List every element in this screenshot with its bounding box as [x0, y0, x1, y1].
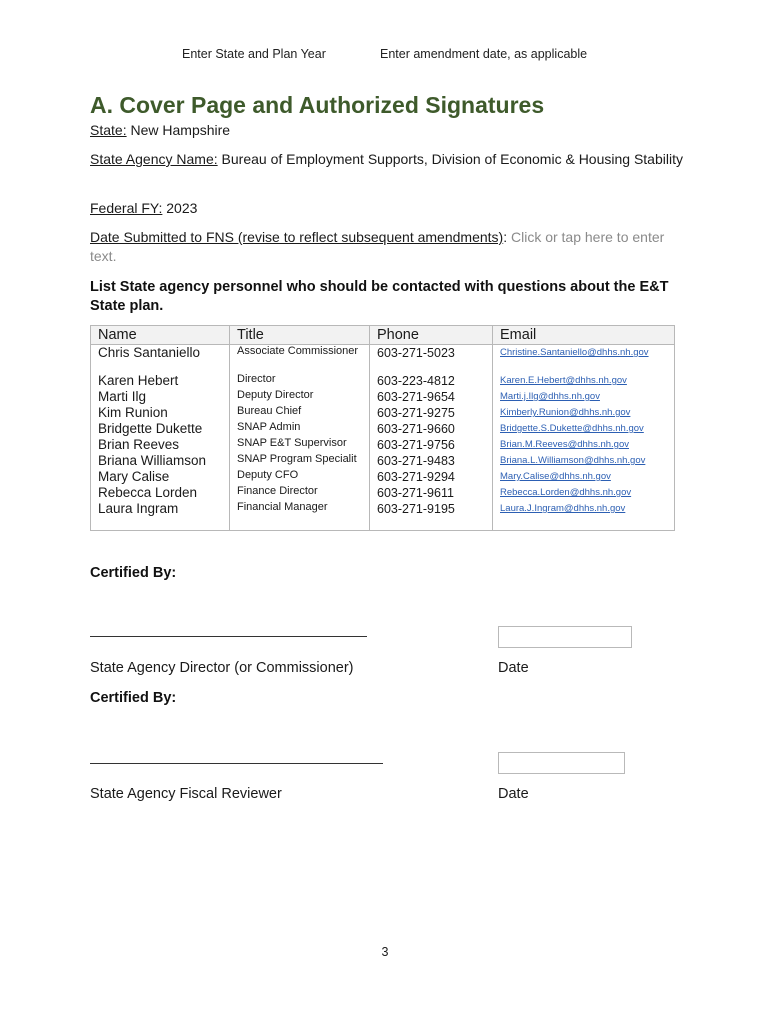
date-submitted-placeholder[interactable]: Click or tap here to enter text. — [90, 229, 665, 264]
date-input-fiscal-reviewer[interactable] — [498, 752, 625, 774]
signer-label-director: State Agency Director (or Commissioner) — [90, 660, 354, 676]
contact-title: Finance Director — [230, 485, 370, 501]
contact-title: SNAP Admin — [230, 421, 370, 437]
contact-phone: 603-271-9756 — [370, 437, 493, 453]
certified-by-heading-1: Certified By: — [90, 565, 177, 581]
state-label: State: — [90, 122, 127, 138]
date-label-director: Date — [498, 660, 529, 676]
state-field — [90, 121, 690, 140]
date-label-fiscal-reviewer: Date — [498, 786, 529, 802]
header-state-plan-year[interactable]: Enter State and Plan Year — [182, 47, 326, 61]
header-email: Email — [493, 326, 675, 345]
contact-title: SNAP E&T Supervisor — [230, 437, 370, 453]
contact-phone: 603-271-9294 — [370, 469, 493, 485]
contact-email-link[interactable]: Christine.Santaniello@dhhs.nh.gov — [493, 345, 675, 374]
contact-name: Briana Williamson — [91, 453, 230, 469]
contact-email-link[interactable]: Bridgette.S.Dukette@dhhs.nh.gov — [493, 421, 675, 437]
table-row — [91, 389, 675, 405]
contact-name: Mary Calise — [91, 469, 230, 485]
header-phone: Phone — [370, 326, 493, 345]
contact-title: Financial Manager — [230, 501, 370, 517]
contacts-heading: List State agency personnel who should be contacted with questions about the E&T State plan. — [90, 279, 669, 314]
contact-title: Associate Commissioner — [230, 345, 370, 374]
header-title: Title — [230, 326, 370, 345]
contacts-table — [90, 325, 675, 531]
header-name: Name — [91, 326, 230, 345]
contact-phone: 603-223-4812 — [370, 373, 493, 389]
table-spacer-row — [91, 517, 675, 531]
signer-label-fiscal-reviewer: State Agency Fiscal Reviewer — [90, 786, 282, 802]
contact-email-link[interactable]: Rebecca.Lorden@dhhs.nh.gov — [493, 485, 675, 501]
contacts-header-row — [91, 326, 675, 345]
contact-title: Deputy Director — [230, 389, 370, 405]
contact-title: Deputy CFO — [230, 469, 370, 485]
date-submitted-colon: : — [503, 229, 511, 245]
contact-name: Kim Runion — [91, 405, 230, 421]
table-row — [91, 421, 675, 437]
contact-phone: 603-271-9611 — [370, 485, 493, 501]
contact-phone: 603-271-9483 — [370, 453, 493, 469]
contact-name: Bridgette Dukette — [91, 421, 230, 437]
contact-name: Brian Reeves — [91, 437, 230, 453]
signature-line-fiscal-reviewer[interactable] — [90, 763, 383, 764]
contact-phone: 603-271-9660 — [370, 421, 493, 437]
page-number: 3 — [381, 945, 389, 959]
table-row — [91, 453, 675, 469]
federal-fy-field — [90, 199, 690, 218]
agency-field — [90, 150, 690, 169]
contact-title: SNAP Program Specialit — [230, 453, 370, 469]
spacer-cell — [91, 517, 230, 531]
signature-line-director[interactable] — [90, 636, 367, 637]
header-amendment-date[interactable]: Enter amendment date, as applicable — [380, 47, 588, 61]
spacer-cell — [230, 517, 370, 531]
contact-name: Laura Ingram — [91, 501, 230, 517]
section-title: A. Cover Page and Authorized Signatures — [90, 92, 545, 118]
contact-phone: 603-271-9275 — [370, 405, 493, 421]
table-row — [91, 437, 675, 453]
table-row — [91, 373, 675, 389]
contact-phone: 603-271-9654 — [370, 389, 493, 405]
agency-value[interactable]: Bureau of Employment Supports, Division of Economic & Housing Stability — [217, 151, 683, 167]
federal-fy-value[interactable]: 2023 — [162, 200, 198, 216]
contact-email-link[interactable]: Kimberly.Runion@dhhs.nh.gov — [493, 405, 675, 421]
date-input-director[interactable] — [498, 626, 632, 648]
agency-label: State Agency Name: — [90, 151, 218, 167]
contact-phone: 603-271-9195 — [370, 501, 493, 517]
spacer-cell — [493, 517, 675, 531]
contact-name: Karen Hebert — [91, 373, 230, 389]
spacer-cell — [370, 517, 493, 531]
date-submitted-label: Date Submitted to FNS (revise to reflect subsequent amendments) — [90, 229, 504, 245]
federal-fy-label: Federal FY: — [90, 200, 163, 216]
contact-email-link[interactable]: Laura.J.Ingram@dhhs.nh.gov — [493, 501, 675, 517]
contact-email-link[interactable]: Mary.Calise@dhhs.nh.gov — [493, 469, 675, 485]
contact-name: Chris Santaniello — [91, 345, 230, 374]
table-row — [91, 469, 675, 485]
contact-email-link[interactable]: Marti.j.Ilg@dhhs.nh.gov — [493, 389, 675, 405]
certified-by-heading-2: Certified By: — [90, 690, 177, 706]
contact-email-link[interactable]: Karen.E.Hebert@dhhs.nh.gov — [493, 373, 675, 389]
table-row — [91, 485, 675, 501]
contact-email-link[interactable]: Brian.M.Reeves@dhhs.nh.gov — [493, 437, 675, 453]
table-row — [91, 501, 675, 517]
contact-name: Rebecca Lorden — [91, 485, 230, 501]
contact-name: Marti Ilg — [91, 389, 230, 405]
contact-title: Director — [230, 373, 370, 389]
table-row — [91, 405, 675, 421]
contact-title: Bureau Chief — [230, 405, 370, 421]
table-row — [91, 345, 675, 374]
date-submitted-field — [90, 228, 675, 266]
contact-email-link[interactable]: Briana.L.Williamson@dhhs.nh.gov — [493, 453, 675, 469]
contact-phone: 603-271-5023 — [370, 345, 493, 374]
state-value[interactable]: New Hampshire — [126, 122, 231, 138]
